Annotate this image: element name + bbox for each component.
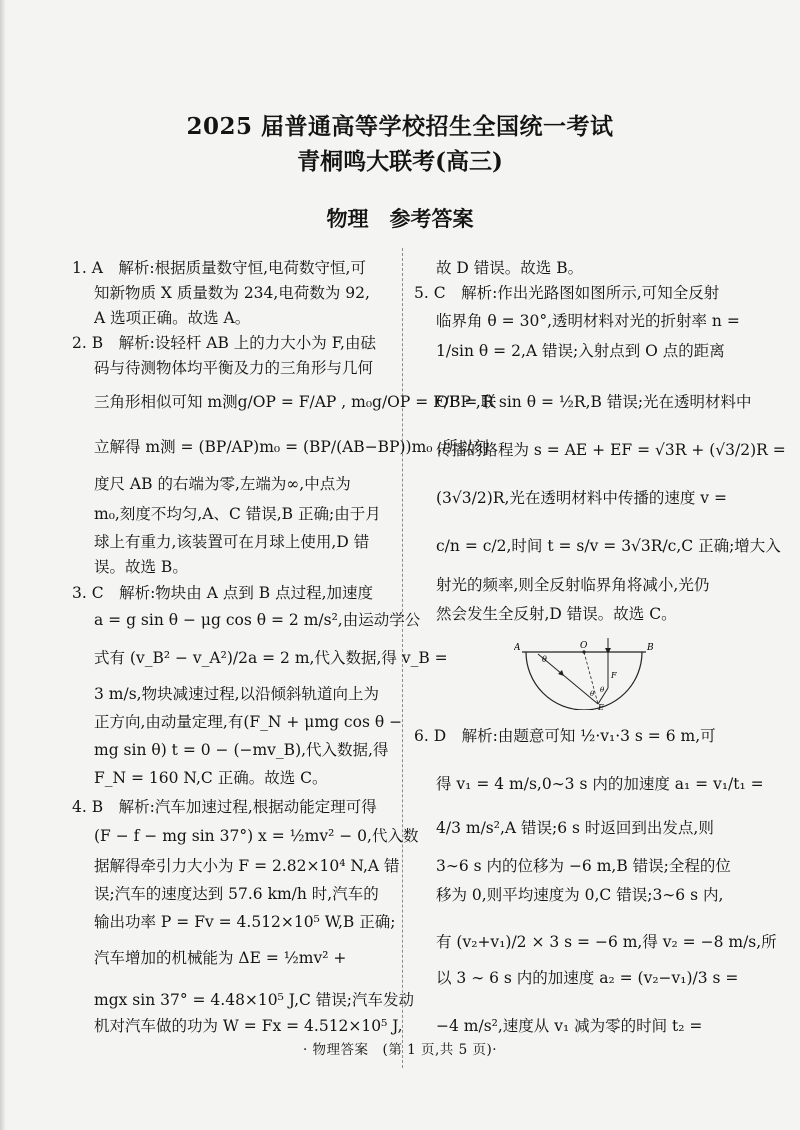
- answer-line: mg sin θ) t = 0 − (−mv_B),代入数据,得: [94, 741, 389, 759]
- answer-line: m₀,刻度不均匀,A、C 错误,B 正确;由于月: [94, 505, 381, 523]
- answer-line: 2. B 解析:设轻杆 AB 上的力大小为 F,由砝: [72, 334, 376, 352]
- answer-line: 机对汽车做的功为 W = Fx = 4.512×10⁵ J,: [94, 1017, 403, 1035]
- label-theta-1: θ: [542, 655, 547, 664]
- light-path-diagram: [514, 638, 654, 710]
- answer-line: 移为 0,则平均速度为 0,C 错误;3∼6 s 内,: [436, 886, 724, 904]
- section-title: 物理 参考答案: [326, 206, 474, 231]
- label-e: E: [598, 703, 604, 710]
- label-b: B: [647, 643, 654, 653]
- answer-line: 码与待测物体均平衡及力的三角形与几何: [94, 359, 374, 377]
- label-o: O: [580, 641, 588, 651]
- answer-line: 据解得牵引力大小为 F = 2.82×10⁴ N,A 错: [94, 857, 400, 875]
- answer-line: (F − f − mg sin 37°) x = ½mv² − 0,代入数: [94, 827, 419, 845]
- answer-line: −4 m/s²,速度从 v₁ 减为零的时间 t₂ =: [436, 1017, 703, 1035]
- answer-line: 6. D 解析:由题意可知 ½·v₁·3 s = 6 m,可: [414, 727, 716, 745]
- label-theta-2: θ: [600, 686, 605, 694]
- answer-line: 度尺 AB 的右端为零,左端为∞,中点为: [94, 475, 351, 493]
- label-f: F: [611, 671, 617, 680]
- answer-line: 3. C 解析:物块由 A 点到 B 点过程,加速度: [72, 584, 374, 602]
- answer-line: 以 3 ∼ 6 s 内的加速度 a₂ = (v₂−v₁)/3 s =: [436, 969, 739, 987]
- answer-line: F_N = 160 N,C 正确。故选 C。: [94, 769, 328, 787]
- answer-line: 得 v₁ = 4 m/s,0∼3 s 内的加速度 a₁ = v₁/t₁ =: [436, 775, 764, 793]
- answer-line: 故 D 错误。故选 B。: [436, 259, 584, 277]
- answer-line: A 选项正确。故选 A。: [94, 309, 251, 327]
- answer-line: 4/3 m/s²,A 错误;6 s 时返回到出发点,则: [436, 819, 714, 837]
- answer-line: 传播的路程为 s = AE + EF = √3R + (√3/2)R =: [436, 441, 786, 459]
- answer-line: 三角形相似可知 m测g/OP = F/AP , m₀g/OP = F/BP ,联: [94, 393, 497, 411]
- answer-line: 3 m/s,物块减速过程,以沿倾斜轨道向上为: [94, 685, 380, 703]
- answer-line: 式有 (v_B² − v_A²)/2a = 2 m,代入数据,得 v_B =: [94, 649, 448, 667]
- answer-line: 知新物质 X 质量数为 234,电荷数为 92,: [94, 284, 370, 302]
- label-theta-3: θ: [590, 690, 595, 698]
- answer-line: OF = R sin θ = ½R,B 错误;光在透明材料中: [436, 393, 752, 411]
- answer-line: 球上有重力,该装置可在月球上使用,D 错: [94, 533, 370, 551]
- answer-line: 射光的频率,则全反射临界角将减小,光仍: [436, 576, 710, 594]
- answer-line: 误;汽车的速度达到 57.6 km/h 时,汽车的: [94, 885, 379, 903]
- answer-line: 1. A 解析:根据质量数守恒,电荷数守恒,可: [72, 259, 366, 277]
- answer-line: 临界角 θ = 30°,透明材料对光的折射率 n =: [436, 312, 740, 330]
- answer-line: a = g sin θ − μg cos θ = 2 m/s²,由运动学公: [94, 611, 421, 629]
- answer-line: 5. C 解析:作出光路图如图所示,可知全反射: [414, 284, 720, 302]
- answer-line: 输出功率 P = Fv = 4.512×10⁵ W,B 正确;: [94, 913, 396, 931]
- ray-arrow-down: [605, 648, 611, 654]
- answer-line: 1/sin θ = 2,A 错误;入射点到 O 点的距离: [436, 342, 725, 360]
- exam-title: 2025 届普通高等学校招生全国统一考试: [186, 113, 614, 140]
- answer-line: 然会发生全反射,D 错误。故选 C。: [436, 605, 677, 623]
- answer-line: 汽车增加的机械能为 ΔE = ½mv² +: [94, 949, 347, 967]
- answer-line: 3∼6 s 内的位移为 −6 m,B 错误;全程的位: [436, 857, 731, 875]
- answer-line: 有 (v₂+v₁)/2 × 3 s = −6 m,得 v₂ = −8 m/s,所: [436, 933, 777, 951]
- answer-line: 立解得 m测 = (BP/AP)m₀ = (BP/(AB−BP))m₀ ,所以刻: [94, 438, 489, 456]
- answer-line: 正方向,由动量定理,有(F_N + μmg cos θ −: [94, 713, 403, 731]
- answer-line: (3√3/2)R,光在透明材料中传播的速度 v =: [436, 489, 727, 507]
- page-footer: · 物理答案 (第 1 页,共 5 页)·: [302, 1042, 498, 1058]
- answer-line: 误。故选 B。: [94, 558, 188, 576]
- answer-line: c/n = c/2,时间 t = s/v = 3√3R/c,C 正确;增大入: [436, 537, 781, 555]
- answer-line: 4. B 解析:汽车加速过程,根据动能定理可得: [72, 798, 377, 816]
- label-a: A: [514, 643, 521, 653]
- answer-line: mgx sin 37° = 4.48×10⁵ J,C 错误;汽车发动: [94, 991, 415, 1009]
- exam-subtitle: 青桐鸣大联考(高三): [297, 148, 503, 175]
